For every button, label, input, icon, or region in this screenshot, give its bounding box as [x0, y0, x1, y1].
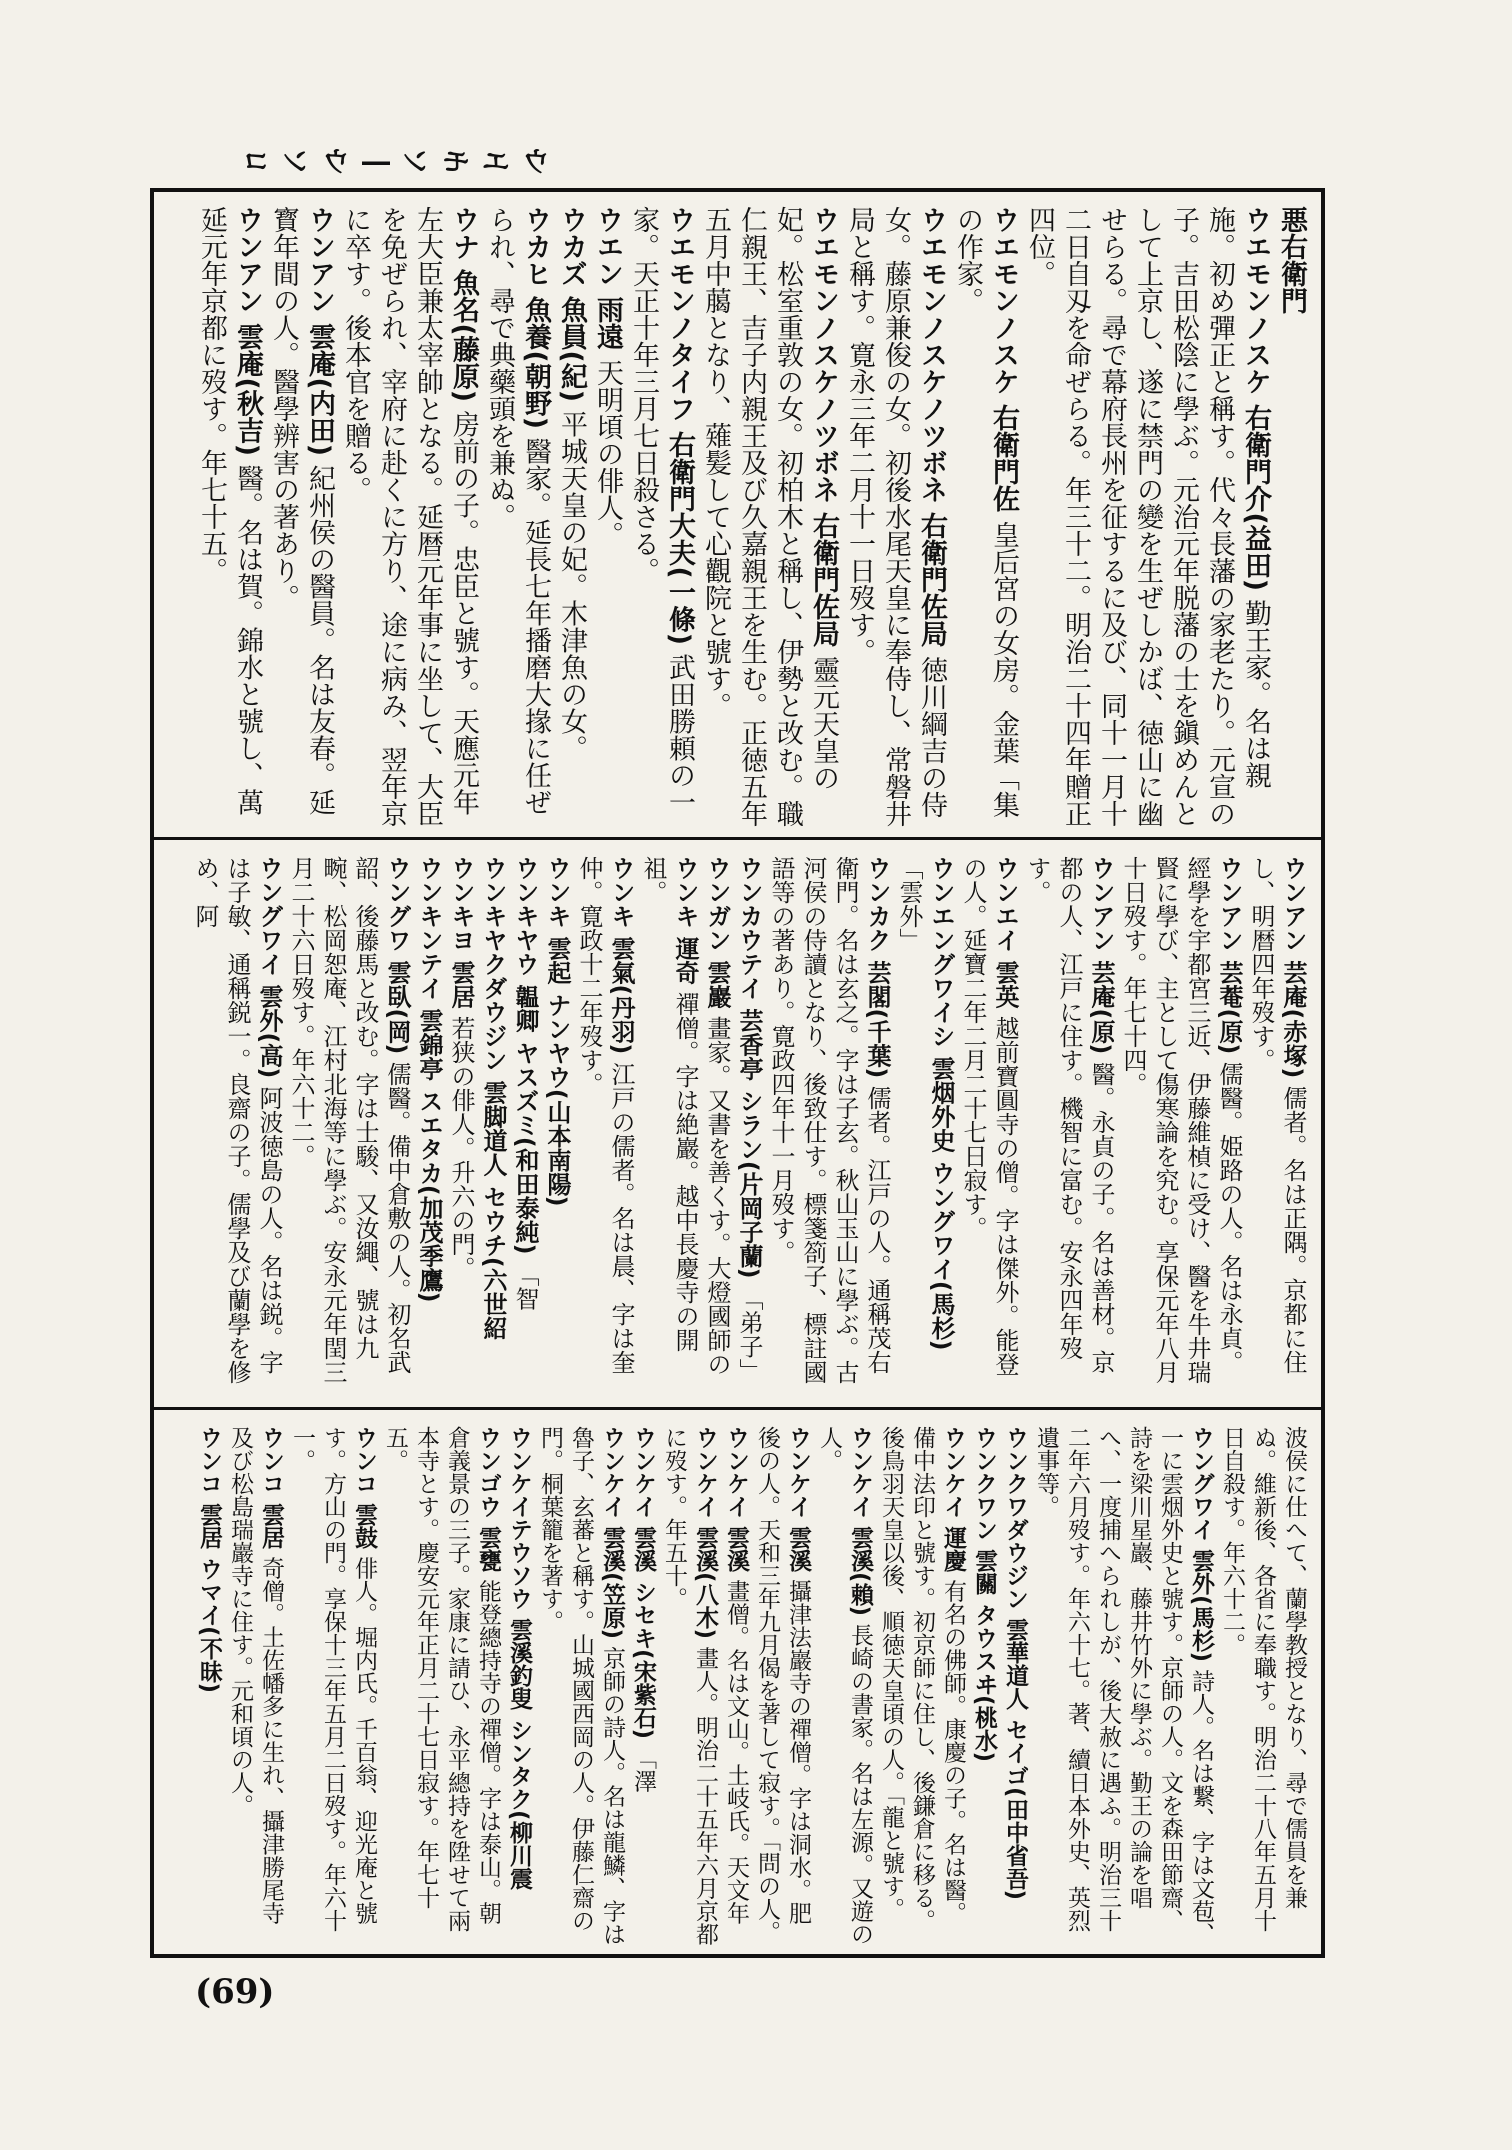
- dictionary-entry: [841, 206, 949, 827]
- entry-body: 俳人。堀内氏。千百翁、迎光庵と號す。方山の門。享保十三年五月二日歿す。年六十一。: [289, 1426, 377, 1932]
- entry-body: 詩人。名は繋、字は文苞、一に雲烟外史と號す。京師の人。文を森田節齋、詩を梁川星巖、藤井竹外に學ぶ。勤王の論を唱へ、一度捕へられしが、後大赦に遇ふ。明治三十二年六月歿す。年六十七。著、續日本外史、英烈遺事等。: [1033, 1426, 1214, 1946]
- entry-headword: ウエモンノスケ 右衛門介(益田): [1240, 206, 1271, 592]
- entry-body: 徳川綱吉の侍女。藤原兼俊の女。初後水尾天皇に奉侍し、常磐井局と稱す。寛永三年二月十一日歿す。: [844, 206, 947, 827]
- entry-headword: ウンケイ 雲溪(賴): [847, 1426, 873, 1617]
- dictionary-entry: [509, 856, 541, 1397]
- entry-body: 若狭の俳人。升六の門。: [447, 1016, 475, 1280]
- entry-body: 靈元天皇の妃。松室重敦の女。初柏木と稱し、伊勢と改む。職仁親王、吉子内親王及び久嘉親王を生む。正徳五年五月中﨟となり、薙髪して心觀院と號す。: [700, 206, 839, 827]
- dictionary-entry: [573, 856, 637, 1397]
- section-divider: [154, 1407, 1321, 1410]
- entry-headword: ウエモンノスケ 右衛門佐: [988, 206, 1019, 513]
- page-frame: [150, 188, 1325, 1958]
- entry-headword: ウンケイ 運慶: [940, 1426, 966, 1573]
- entry-headword: ウカズ 魚員(紀): [556, 206, 587, 403]
- dictionary-entry: [1030, 1426, 1216, 1947]
- entry-headword: ウエモンノタイフ 右衛門大夫(一條): [664, 206, 695, 646]
- entry-headword: ウンキ 雲起 ナンヤウ(山本南陽): [543, 856, 571, 1207]
- dictionary-entry: [224, 1426, 286, 1947]
- entry-headword: ウンケイ 雲溪(八木): [692, 1426, 718, 1640]
- entry-body: 勤王家。名は親施。初め彈正と稱す。代々長藩の家老たり。元宣の子。吉田松陰に學ぶ。元治元年脱藩の士を鎭めんとして上京し、遂に禁門の變を生ぜしかば、徳山に幽せらる。尋で幕府長州を征するに及び、同十一月十二日自刄を命ぜらる。年三十二。明治二十四年贈正四位。: [1024, 206, 1271, 827]
- entry-headword: ウンケイ 雲溪 シセキ(宋紫石): [630, 1426, 656, 1740]
- dictionary-entry: [765, 856, 893, 1397]
- entry-headword: ウンカウテイ 芸香亭 シラン(片岡子蘭): [735, 856, 763, 1279]
- dictionary-entry: [697, 206, 841, 827]
- entry-body: 儒者。江戸の人。通稱茂右衛門。名は玄之。字は子玄。秋山玉山に學ぶ。古河侯の侍讀となり、後致仕す。標箋箚子、標註國語等の著あり。寛政四年十一月歿す。: [767, 856, 891, 1384]
- entry-body: 波侯に仕へて、蘭學教授となり、尋で儒員を兼ぬ。維新後、各省に奉職す。明治二十八年五月十日自殺す。年六十二。: [1219, 1426, 1307, 1932]
- entry-headword: ウンキ 運奇: [671, 856, 699, 985]
- entry-headword: ウンキヨ 雲居: [447, 856, 475, 1009]
- dictionary-entry: [534, 1426, 627, 1947]
- entry-headword: ウンキヤクダウジン 雲脚道人 セウチ(六世紹: [479, 856, 507, 1340]
- entry-body: 武田勝頼の一家。天正十年三月七日殺さる。: [628, 206, 695, 816]
- dictionary-entry: [553, 206, 589, 827]
- dictionary-entry: [720, 1426, 751, 1947]
- dictionary-entry: [627, 1426, 658, 1947]
- entry-headword: 悪右衛門: [1276, 206, 1307, 314]
- entry-headword: ウンクワダウジン 雲華道人 セイゴ(田中省吾): [1002, 1426, 1028, 1901]
- dictionary-entry: [503, 1426, 534, 1947]
- entry-headword: ウンアン 雲庵(秋吉): [232, 206, 263, 457]
- entry-headword: ウングワ 雲臥(岡): [383, 856, 411, 1055]
- dictionary-entry: [541, 856, 573, 1397]
- entry-body: 醫。永貞の子。名は善材。京都の人、江戸に住す。機智に富む。安永四年歿す。: [1023, 856, 1115, 1374]
- entry-body: 醫家。延長七年播磨大掾に任ぜられ、尋で典藥頭を兼ぬ。: [484, 206, 551, 816]
- entry-headword: ウンアン 芸庵(原): [1087, 856, 1115, 1055]
- entry-headword: ウンコ 雲鼓: [351, 1426, 377, 1550]
- entry-body: 禪僧。字は絶巖。越中長慶寺の開祖。: [639, 856, 699, 1352]
- entry-headword: ウンケイ 雲溪(笠原): [599, 1426, 625, 1640]
- entry-headword: ウンコ 雲居: [258, 1426, 284, 1550]
- entry-headword: ウンクワン 雲關 タウスヰ(桃水): [971, 1426, 997, 1763]
- entry-headword: ウンエイ 雲英: [991, 856, 1019, 1009]
- entry-body: 房前の子。忠臣と號す。天應元年左大臣兼太宰帥となる。延暦元年事に坐して、大臣を免ぜられ、宰府に赴くに方り、途に病み、翌年京に卒す。後本官を贈る。: [340, 206, 479, 827]
- dictionary-entry: [286, 1426, 379, 1947]
- dictionary-entry: [337, 206, 481, 827]
- dictionary-entry: [637, 856, 701, 1397]
- entry-body: 醫。名は賀。錦水と號し、萬延元年京都に歿す。年七十五。: [196, 206, 263, 816]
- entry-body: 平城天皇の妃。木津魚の女。: [556, 410, 587, 762]
- entry-headword: ウカヒ 魚養(朝野): [520, 206, 551, 430]
- section-text: [181, 1412, 1321, 1957]
- dictionary-entry: [875, 1426, 968, 1947]
- dictionary-entry: [1021, 206, 1273, 827]
- dictionary-entry: [701, 856, 733, 1397]
- entry-headword: ウナ 魚名(藤原): [448, 206, 479, 403]
- entry-body: 儒醫。備中倉敷の人。初名武韶、後藤馬と改む。字は士駿、又汝繩、號は九畹、松岡恕庵、江村北海等に學ぶ。安永元年閏三月二十六日歿す。年六十二。: [287, 856, 411, 1384]
- entry-headword: ウングワイ 雲外(高): [255, 856, 283, 1079]
- dictionary-entry: [813, 1426, 875, 1947]
- dictionary-entry: [189, 856, 285, 1397]
- dictionary-entry: [477, 856, 509, 1397]
- section-upper: [154, 192, 1321, 837]
- entry-body: 皇后宮の女房。金葉「集の作家。: [952, 206, 1019, 818]
- entry-body: 儒醫。姫路の人。名は永貞。經學を宇都宮三近、伊藤維楨に受け、醫を牛井瑞賢に學び、主として傷寒論を究む。享保元年八月十日歿す。年七十四。: [1119, 856, 1243, 1384]
- dictionary-entry: [193, 1426, 224, 1947]
- dictionary-entry: [481, 206, 553, 827]
- entry-headword: ウエモンノスケノツボネ 右衛門佐局: [916, 206, 947, 648]
- entry-headword: ウンキンテイ 雲錦亭 スエタカ(加茂季鷹): [415, 856, 443, 1303]
- entry-headword: ウンコ 雲居 ウマイ(不昧): [196, 1426, 222, 1694]
- dictionary-entry: [949, 206, 1021, 827]
- section-text: [177, 842, 1321, 1407]
- dictionary-entry: [445, 856, 477, 1397]
- entry-body: 紀州侯の醫員。名は友春。延寳年間の人。醫學辨害の著あり。: [268, 206, 335, 816]
- dictionary-entry: [285, 856, 413, 1397]
- entry-headword: ウングワイ 雲外(馬杉): [1188, 1426, 1214, 1663]
- entry-body: 有名の佛師。康慶の子。名は醫。備中法印と號す。初京師に住し、後鎌倉に移る。後鳥羽天皇以後、順徳天皇頃の人。「龍と號す。: [878, 1426, 966, 1932]
- dictionary-entry: [1021, 856, 1117, 1397]
- dictionary-entry: [193, 206, 265, 827]
- dictionary-entry: [733, 856, 765, 1397]
- entry-body: 奇僧。土佐幡多に生れ、攝津勝尾寺及び松島瑞巖寺に住す。元和頃の人。: [227, 1426, 284, 1925]
- entry-headword: ウンキ 雲氣(丹羽): [607, 856, 635, 1055]
- dictionary-entry: [413, 856, 445, 1397]
- entry-body: 越前寶圓寺の僧。字は傑外。能登の人。延寶二年二月二十七日寂す。: [959, 856, 1019, 1376]
- entry-body: 畫家。又書を善くす。大燈國師の: [703, 1016, 731, 1376]
- entry-body: 畫僧。名は文山。土岐氏。天文年: [723, 1579, 749, 1925]
- dictionary-entry: [1216, 1426, 1309, 1947]
- section-middle: [154, 842, 1321, 1407]
- section-lower: [154, 1412, 1321, 1957]
- entry-headword: ウンケイテウソウ 雲溪釣叟 シンタク(柳川震: [506, 1426, 532, 1890]
- entry-body: 儒者。名は正隅。京都に住し、明暦四年歿す。: [1247, 856, 1307, 1374]
- dictionary-entry: [1117, 856, 1245, 1397]
- dictionary-entry: [1245, 856, 1309, 1397]
- entry-body: 「雲外」: [895, 856, 923, 952]
- section-text: [181, 192, 1321, 837]
- dictionary-entry: [265, 206, 337, 827]
- entry-body: 「智: [511, 1262, 539, 1311]
- page-number: (69): [195, 1972, 275, 2012]
- entry-body: 江戸の儒者。名は晨、字は奎仲。寛政十二年歿す。: [575, 856, 635, 1374]
- dictionary-entry: [968, 1426, 999, 1947]
- entry-headword: ウンアン 芸庵(赤塚): [1279, 856, 1307, 1079]
- entry-headword: ウンケイ 雲溪: [723, 1426, 749, 1573]
- dictionary-entry: [589, 206, 625, 827]
- entry-headword: ウンキヤウ 韞卿 ヤスズミ(和田泰純): [511, 856, 539, 1255]
- entry-headword: ウエモンノスケノツボネ 右衛門佐局: [808, 206, 839, 648]
- entry-headword: ウンアン 芸菴(原): [1215, 856, 1243, 1055]
- section-divider: [154, 837, 1321, 840]
- entry-body: 攝津法巖寺の禪僧。字は洞水。肥後の人。天和三年九月偈を著して寂す。「問の人。: [754, 1426, 811, 1944]
- entry-body: 能登總持寺の禪僧。字は泰山。朝倉義景の三子。家康に請ひ、永平總持を陞せて兩本寺とす。慶安元年正月二十七日寂す。年七十五。: [382, 1426, 501, 1932]
- entry-headword: ウエン 雨遠: [592, 206, 623, 351]
- entry-body: 畫人。明治二十五年六月京都に歿す。年五十。: [661, 1426, 718, 1946]
- dictionary-entry: [957, 856, 1021, 1397]
- entry-body: 天明頃の俳人。: [592, 359, 623, 548]
- dictionary-entry: [1273, 206, 1309, 827]
- dictionary-entry: [893, 856, 957, 1397]
- entry-headword: ウンガン 雲巖: [703, 856, 731, 1009]
- entry-headword: ウンカク 芸閣(千葉): [863, 856, 891, 1079]
- entry-headword: ウンゴウ 雲甕: [475, 1426, 501, 1573]
- entry-body: 「弟子」: [735, 1286, 763, 1383]
- dictionary-entry: [379, 1426, 503, 1947]
- dictionary-entry: [625, 206, 697, 827]
- entry-body: 阿波徳島の人。名は鋭。字は子敏、通稱鋭一。良齋の子。儒學及び蘭學を修め、阿: [191, 856, 283, 1384]
- dictionary-entry: [999, 1426, 1030, 1947]
- dictionary-entry: [658, 1426, 720, 1947]
- entry-headword: ウンケイ 雲溪: [785, 1426, 811, 1573]
- entry-headword: ウンエングワイシ 雲烟外史 ウングワイ(馬杉): [927, 856, 955, 1351]
- entry-body: 京師の詩人。名は龍鱗、字は魯子、玄蕃と稱す。山城國西岡の人。伊藤仁齋の門。桐葉籠を著す。: [537, 1426, 625, 1946]
- entry-body: 「澤: [630, 1746, 656, 1793]
- entry-body: 長崎の書家。名は左源。又遊の人。: [816, 1426, 873, 1946]
- entry-headword: ウンアン 雲庵(内田): [304, 206, 335, 457]
- running-header: ウエモン―ウンコ: [229, 145, 550, 178]
- dictionary-entry: [751, 1426, 813, 1947]
